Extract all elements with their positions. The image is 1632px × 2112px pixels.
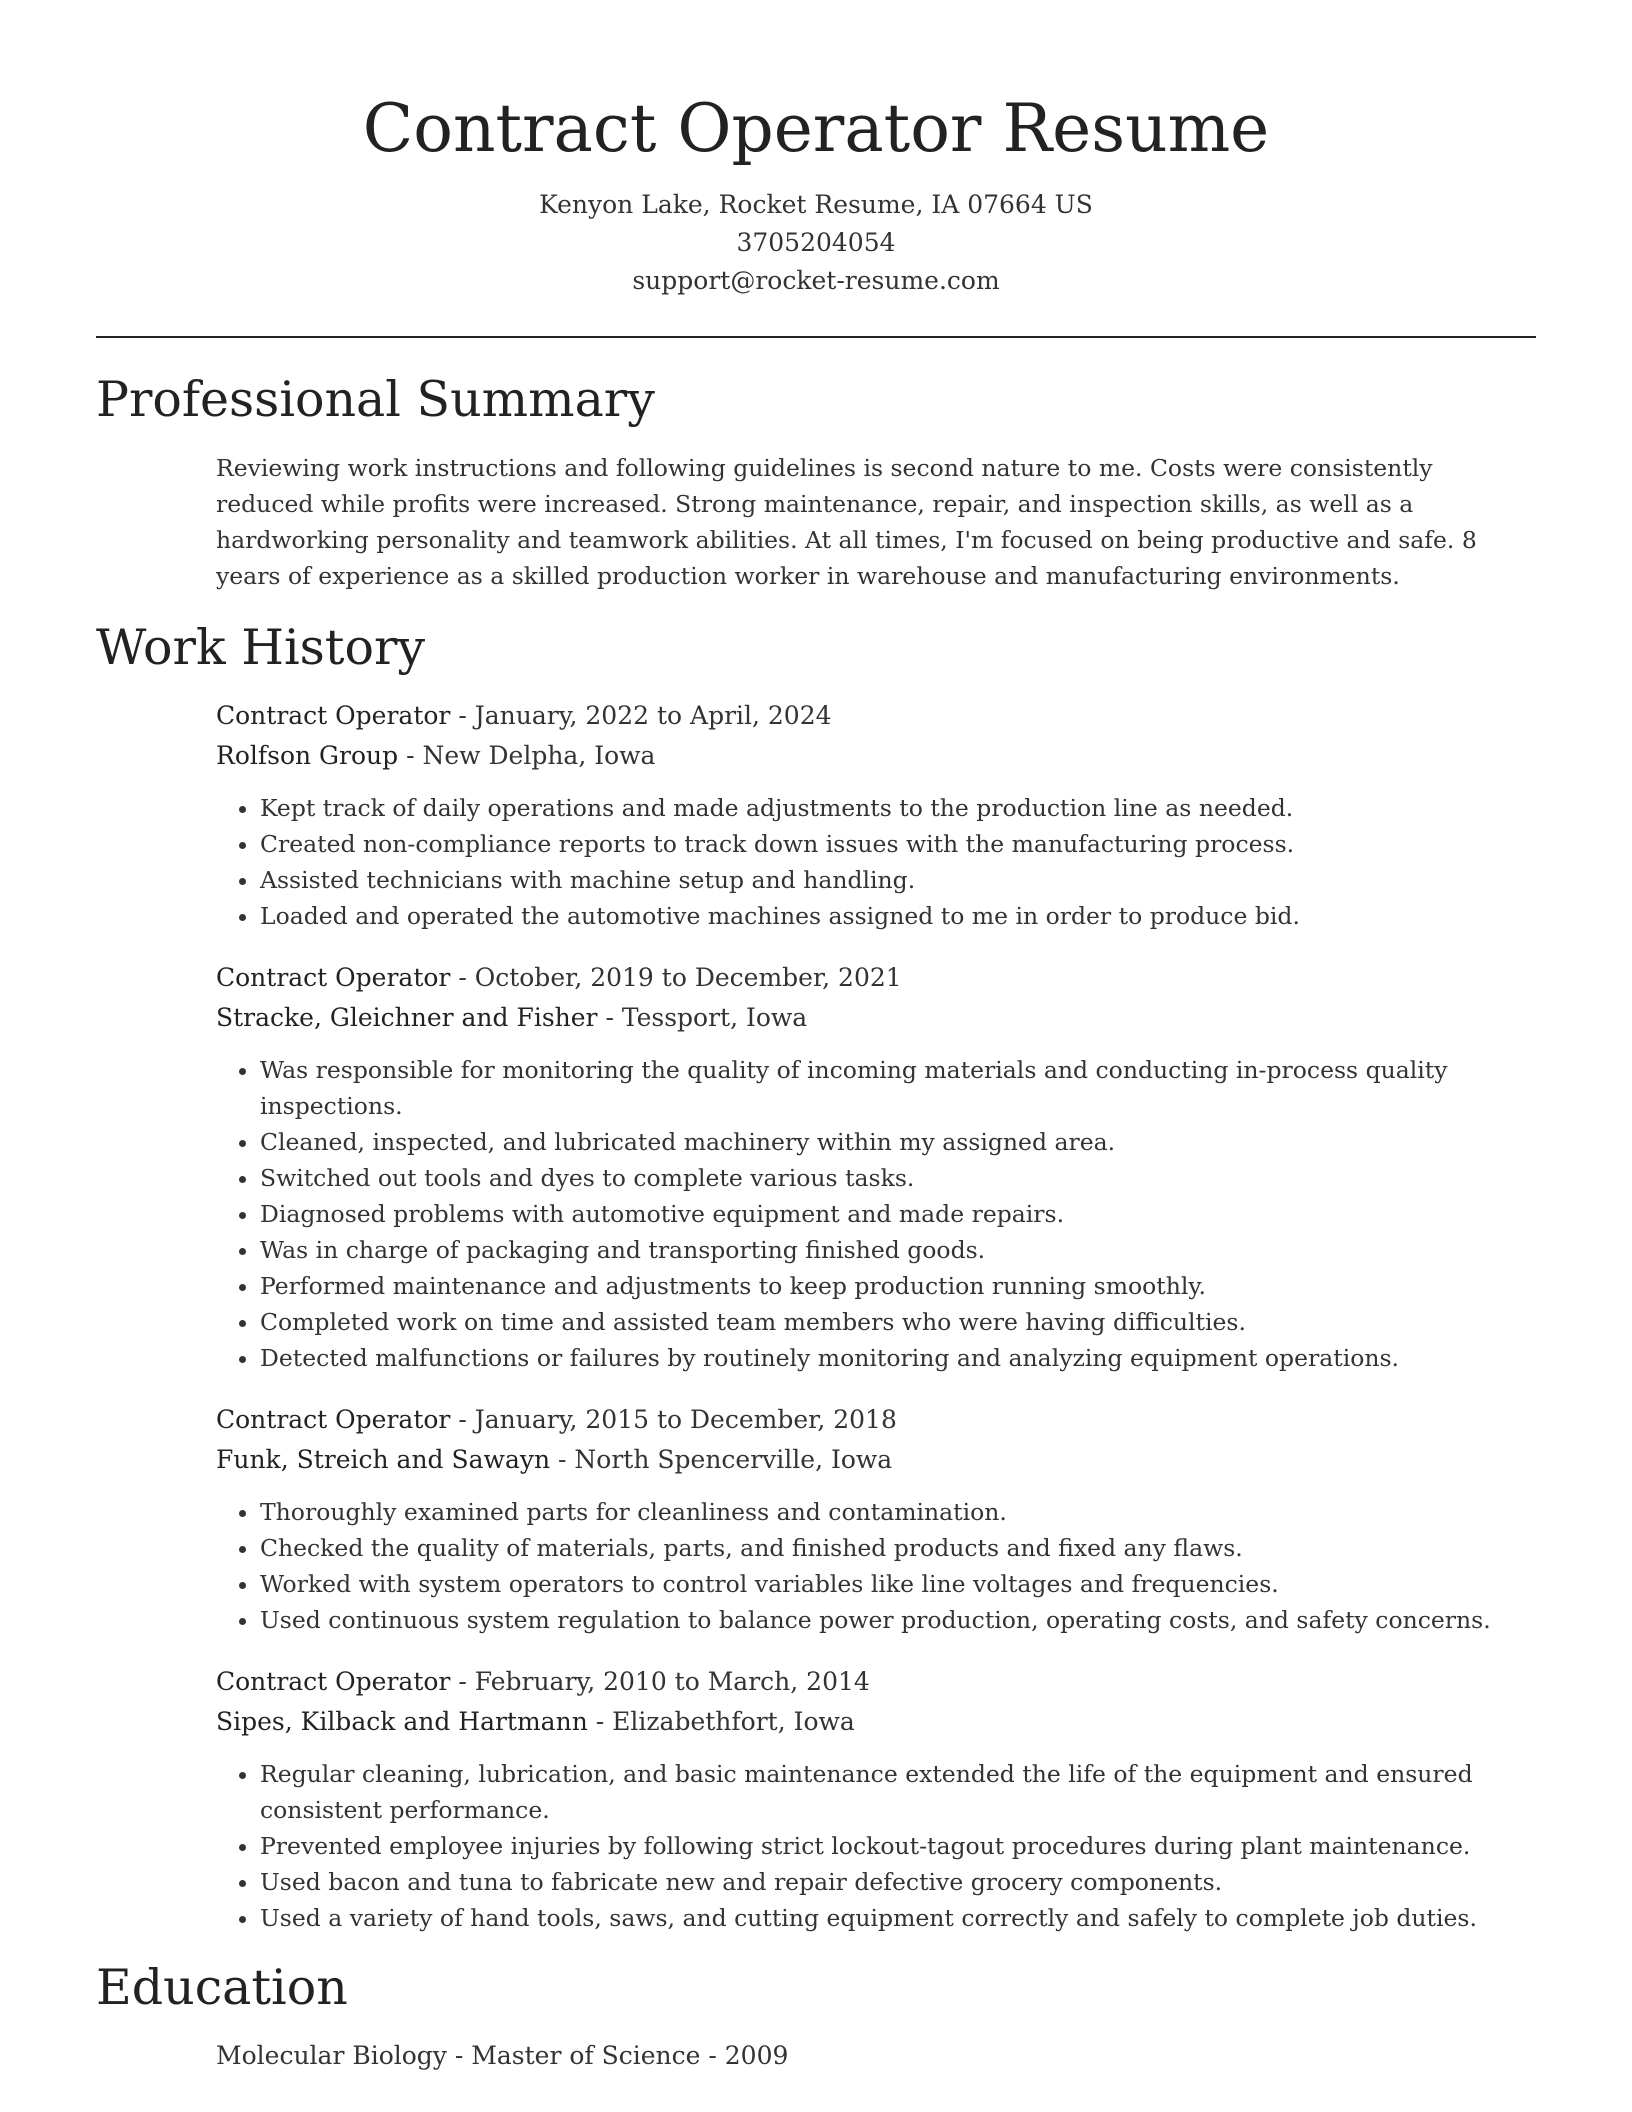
job-bullet: • Regular cleaning, lubrication, and basic maintenance extended the life of the equipment and ensured consistent performance. <box>260 1756 1536 1828</box>
job-title: Contract Operator <box>216 1667 451 1696</box>
job-entry <box>216 1662 1536 1936</box>
job-bullet: • Thoroughly examined parts for cleanliness and contamination. <box>260 1494 1536 1530</box>
contact-address: Kenyon Lake, Rocket Resume, IA 07664 US <box>539 190 1093 219</box>
job-location: - Tessport, Iowa <box>597 1003 808 1032</box>
job-title-line <box>216 696 1536 736</box>
job-bullet: • Switched out tools and dyes to complete various tasks. <box>260 1160 1536 1196</box>
job-title-line <box>216 958 1536 998</box>
education-section <box>0 1958 1632 2076</box>
job-company-line <box>216 1702 1536 1742</box>
job-dates: - February, 2010 to March, 2014 <box>450 1667 870 1696</box>
job-company: Funk, Streich and Sawayn <box>216 1445 551 1474</box>
job-title-line <box>216 1400 1536 1440</box>
job-dates: - October, 2019 to December, 2021 <box>450 963 902 992</box>
job-bullet: • Prevented employee injuries by following strict lockout-tagout procedures during plant maintenance. <box>260 1828 1536 1864</box>
job-bullets <box>216 1756 1536 1936</box>
job-company-line <box>216 736 1536 776</box>
contact-info <box>0 186 1632 300</box>
resume-title: Contract Operator Resume <box>362 90 1270 167</box>
job-location: - New Delpha, Iowa <box>398 741 656 770</box>
job-entry <box>216 696 1536 934</box>
work-history-section <box>0 618 1632 1936</box>
job-company: Rolfson Group <box>216 741 399 770</box>
job-title: Contract Operator <box>216 701 451 730</box>
education-heading: Education <box>96 1959 348 2016</box>
job-company-line <box>216 998 1536 1038</box>
job-bullet: • Used continuous system regulation to balance power production, operating costs, and safety concerns. <box>260 1602 1536 1638</box>
resume-header <box>0 0 1632 300</box>
job-bullets <box>216 1494 1536 1638</box>
summary-section <box>0 370 1632 594</box>
job-entry <box>216 1400 1536 1638</box>
job-bullet: • Diagnosed problems with automotive equipment and made repairs. <box>260 1196 1536 1232</box>
contact-email: support@rocket-resume.com <box>632 266 1000 295</box>
job-bullet: • Completed work on time and assisted team members who were having difficulties. <box>260 1304 1536 1340</box>
job-company-line <box>216 1440 1536 1480</box>
job-bullet: • Used a variety of hand tools, saws, and cutting equipment correctly and safely to complete job duties. <box>260 1900 1536 1936</box>
summary-heading: Professional Summary <box>96 371 655 428</box>
job-title: Contract Operator <box>216 963 451 992</box>
job-entry <box>216 958 1536 1376</box>
job-bullets <box>216 790 1536 934</box>
job-location: - Elizabethfort, Iowa <box>587 1707 855 1736</box>
job-bullet: • Created non-compliance reports to track down issues with the manufacturing process. <box>260 826 1536 862</box>
job-bullet: • Checked the quality of materials, parts, and finished products and fixed any flaws. <box>260 1530 1536 1566</box>
header-divider <box>96 336 1536 338</box>
job-bullet: • Was responsible for monitoring the quality of incoming materials and conducting in-process quality inspections. <box>260 1052 1536 1124</box>
summary-text: Reviewing work instructions and following guidelines is second nature to me. Costs were consistently reduced while profits were increased. Strong maintenance, repair, and inspection skills, as well as a hardworking personality and teamwork abilities. At all times, I'm focused on being productive and safe. 8 years of experience as a skilled production worker in warehouse and manufacturing environments. <box>216 454 1477 590</box>
education-entry: Molecular Biology - Master of Science - 2009 <box>216 2041 789 2070</box>
job-bullet: • Detected malfunctions or failures by routinely monitoring and analyzing equipment operations. <box>260 1340 1536 1376</box>
job-bullet: • Was in charge of packaging and transporting finished goods. <box>260 1232 1536 1268</box>
job-title: Contract Operator <box>216 1405 451 1434</box>
work-history-heading: Work History <box>96 619 426 676</box>
contact-phone: 3705204054 <box>736 228 896 257</box>
job-bullet: • Used bacon and tuna to fabricate new and repair defective grocery components. <box>260 1864 1536 1900</box>
job-company: Stracke, Gleichner and Fisher <box>216 1003 598 1032</box>
job-bullet: • Loaded and operated the automotive machines assigned to me in order to produce bid. <box>260 898 1536 934</box>
job-company: Sipes, Kilback and Hartmann <box>216 1707 588 1736</box>
job-bullet: • Performed maintenance and adjustments to keep production running smoothly. <box>260 1268 1536 1304</box>
job-dates: - January, 2022 to April, 2024 <box>450 701 832 730</box>
job-bullet: • Worked with system operators to control variables like line voltages and frequencies. <box>260 1566 1536 1602</box>
job-bullet: • Kept track of daily operations and made adjustments to the production line as needed. <box>260 790 1536 826</box>
job-dates: - January, 2015 to December, 2018 <box>450 1405 897 1434</box>
job-location: - North Spencerville, Iowa <box>550 1445 893 1474</box>
job-bullet: • Cleaned, inspected, and lubricated machinery within my assigned area. <box>260 1124 1536 1160</box>
job-bullets <box>216 1052 1536 1376</box>
job-bullet: • Assisted technicians with machine setup and handling. <box>260 862 1536 898</box>
job-title-line <box>216 1662 1536 1702</box>
